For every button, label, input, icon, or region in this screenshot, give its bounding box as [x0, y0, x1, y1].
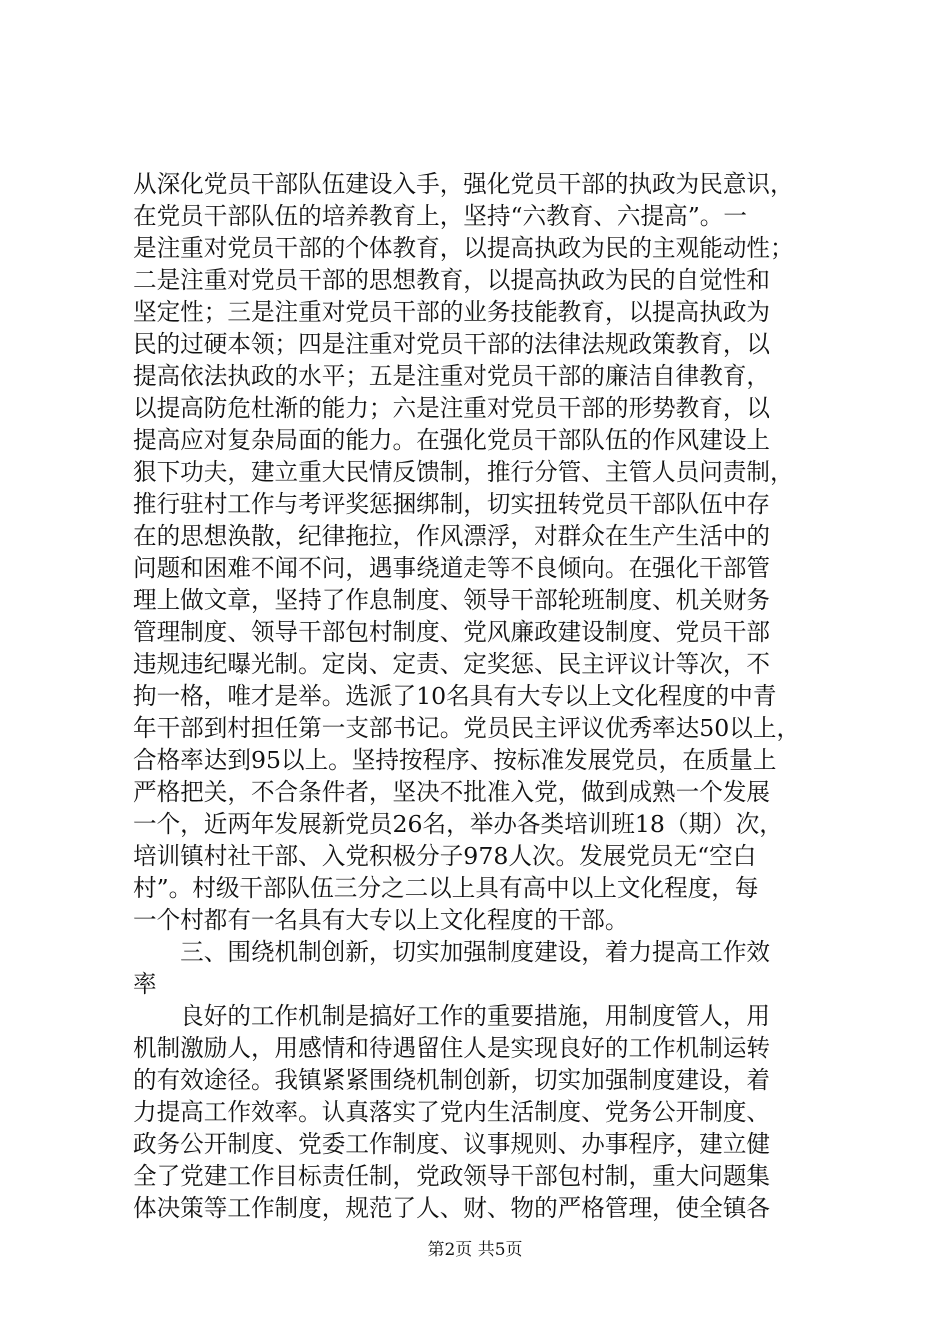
text-line: 提高应对复杂局面的能力。在强化党员干部队伍的作风建设上 — [133, 426, 771, 454]
page-footer: 第2页 共5页 — [427, 1240, 523, 1260]
text-line: 力提高工作效率。认真落实了党内生活制度、党务公开制度、 — [133, 1098, 771, 1126]
section-heading: 率 — [133, 970, 157, 998]
text-line: 村”。村级干部队伍三分之二以上具有高中以上文化程度，每 — [133, 874, 759, 902]
text-line: 坚定性；三是注重对党员干部的业务技能教育，以提高执政为 — [133, 298, 771, 326]
text-line: 狠下功夫，建立重大民情反馈制，推行分管、主管人员问责制， — [133, 458, 794, 486]
text-line: 政务公开制度、党委工作制度、议事规则、办事程序，建立健 — [133, 1130, 771, 1158]
text-line: 良好的工作机制是搞好工作的重要措施，用制度管人，用 — [133, 1002, 771, 1030]
text-line: 推行驻村工作与考评奖惩捆绑制，切实扭转党员干部队伍中存 — [133, 490, 771, 518]
text-line: 一个村都有一名具有大专以上文化程度的干部。 — [133, 906, 629, 934]
text-line: 拘一格，唯才是举。选派了10名具有大专以上文化程度的中青 — [133, 682, 777, 710]
text-line: 从深化党员干部队伍建设入手，强化党员干部的执政为民意识， — [133, 170, 794, 198]
body-text — [133, 168, 827, 1224]
text-line: 管理制度、领导干部包村制度、党风廉政建设制度、党员干部 — [133, 618, 771, 646]
text-line: 在的思想涣散，纪律拖拉，作风漂浮，对群众在生产生活中的 — [133, 522, 771, 550]
text-line: 违规违纪曝光制。定岗、定责、定奖惩、民主评议计等次，不 — [133, 650, 771, 678]
text-line: 提高依法执政的水平；五是注重对党员干部的廉洁自律教育， — [133, 362, 771, 390]
text-line: 的有效途径。我镇紧紧围绕机制创新，切实加强制度建设，着 — [133, 1066, 771, 1094]
text-line: 问题和困难不闻不问，遇事绕道走等不良倾向。在强化干部管 — [133, 554, 771, 582]
text-line: 全了党建工作目标责任制，党政领导干部包村制，重大问题集 — [133, 1162, 771, 1190]
text-line: 机制激励人，用感情和待遇留住人是实现良好的工作机制运转 — [133, 1034, 771, 1062]
text-line: 是注重对党员干部的个体教育，以提高执政为民的主观能动性； — [133, 234, 794, 262]
text-line: 二是注重对党员干部的思想教育，以提高执政为民的自觉性和 — [133, 266, 771, 294]
text-line: 一个，近两年发展新党员26名，举办各类培训班18（期）次， — [133, 810, 783, 838]
text-line: 年干部到村担任第一支部书记。党员民主评议优秀率达50以上， — [133, 714, 801, 742]
text-line: 民的过硬本领；四是注重对党员干部的法律法规政策教育，以 — [133, 330, 771, 358]
section-heading: 三、围绕机制创新，切实加强制度建设，着力提高工作效 — [133, 938, 771, 966]
text-line: 体决策等工作制度，规范了人、财、物的严格管理，使全镇各 — [133, 1194, 771, 1222]
text-line: 在党员干部队伍的培养教育上，坚持“六教育、六提高”。一 — [133, 202, 747, 230]
text-line: 培训镇村社干部、入党积极分子978人次。发展党员无“空白 — [133, 842, 757, 870]
text-line: 合格率达到95以上。坚持按程序、按标准发展党员，在质量上 — [133, 746, 777, 774]
text-line: 严格把关，不合条件者，坚决不批准入党，做到成熟一个发展 — [133, 778, 771, 806]
text-line: 以提高防危杜渐的能力；六是注重对党员干部的形势教育，以 — [133, 394, 771, 422]
text-line: 理上做文章，坚持了作息制度、领导干部轮班制度、机关财务 — [133, 586, 771, 614]
